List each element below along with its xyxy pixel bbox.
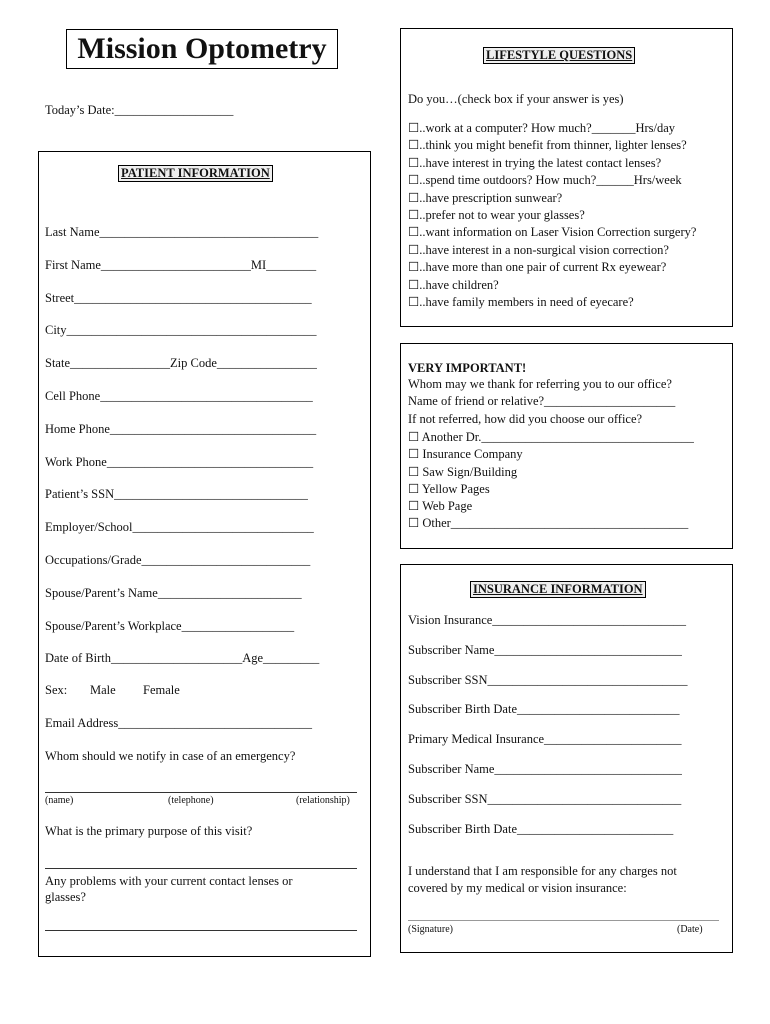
referral-line[interactable]: ☐ Other______________________________________ (408, 516, 689, 531)
lifestyle-checkbox-item[interactable]: ☐..have interest in trying the latest contact lenses? (408, 155, 662, 170)
referral-line[interactable]: ☐ Another Dr.__________________________________ (408, 429, 694, 444)
sex-male-option[interactable]: Male (90, 683, 116, 697)
insurance-field[interactable]: Subscriber Name______________________________ (408, 762, 682, 776)
todays-date-field[interactable]: Today’s Date:___________________ (45, 103, 234, 117)
referral-line[interactable]: Whom may we thank for referring you to our office? (408, 377, 672, 391)
patient-field[interactable]: Cell Phone__________________________________ (45, 389, 313, 403)
patient-field[interactable]: Spouse/Parent’s Workplace__________________ (45, 618, 295, 633)
patient-field[interactable]: State________________Zip Code________________ (45, 356, 317, 371)
visit-purpose-line[interactable] (45, 868, 357, 869)
email-field[interactable]: Email Address_______________________________ (45, 716, 313, 730)
patient-field[interactable]: Spouse/Parent’s Name_______________________ (45, 585, 302, 600)
page-title: Mission Optometry (66, 29, 338, 69)
lifestyle-checkbox-item[interactable]: ☐..prefer not to wear your glasses? (408, 208, 585, 222)
patient-field[interactable]: Work Phone_________________________________ (45, 454, 314, 469)
sex-label: Sex: (45, 683, 68, 697)
signature-label: (Signature) (408, 924, 453, 935)
insurance-field[interactable]: Subscriber Name______________________________ (408, 642, 682, 657)
patient-field[interactable]: Last Name___________________________________ (45, 225, 319, 239)
emergency-contact-line[interactable] (45, 792, 357, 793)
referral-line[interactable]: ☐ Web Page (408, 499, 473, 514)
date-label: (Date) (677, 924, 703, 935)
emergency-relationship-label: (relationship) (296, 795, 350, 806)
insurance-field[interactable]: Subscriber Birth Date__________________________ (408, 702, 680, 717)
patient-field[interactable]: Home Phone_________________________________ (45, 421, 317, 436)
lifestyle-intro: Do you…(check box if your answer is yes) (408, 92, 624, 106)
insurance-field[interactable]: Subscriber SSN________________________________ (408, 672, 688, 687)
insurance-field[interactable]: Vision Insurance_______________________________ (408, 613, 687, 627)
emergency-question: Whom should we notify in case of an emergency? (45, 749, 296, 763)
insurance-field[interactable]: Primary Medical Insurance______________________ (408, 732, 682, 747)
emergency-telephone-label: (telephone) (168, 795, 214, 806)
referral-line[interactable]: Name of friend or relative?_____________________ (408, 394, 676, 409)
patient-information-header: PATIENT INFORMATION (118, 165, 273, 182)
patient-field[interactable]: Employer/School_____________________________ (45, 520, 314, 535)
lifestyle-checkbox-item[interactable]: ☐..have prescription sunwear? (408, 190, 563, 205)
patient-field[interactable]: Date of Birth_____________________Age_________ (45, 651, 320, 666)
patient-field[interactable]: Patient’s SSN_______________________________ (45, 487, 308, 502)
lifestyle-checkbox-item[interactable]: ☐..work at a computer? How much?_______Hrs/day (408, 121, 676, 135)
emergency-name-label: (name) (45, 795, 74, 806)
referral-line[interactable]: ☐ Saw Sign/Building (408, 464, 518, 479)
problems-question-line1: Any problems with your current contact lenses or (45, 874, 293, 888)
referral-line[interactable]: ☐ Insurance Company (408, 447, 523, 462)
lifestyle-checkbox-item[interactable]: ☐..have interest in a non-surgical vision correction? (408, 242, 669, 257)
insurance-information-header: INSURANCE INFORMATION (470, 581, 646, 598)
patient-field[interactable]: Street______________________________________ (45, 290, 312, 305)
referral-title: VERY IMPORTANT! (408, 361, 527, 375)
patient-field[interactable]: First Name________________________MI________ (45, 257, 317, 272)
patient-field[interactable]: Occupations/Grade___________________________ (45, 553, 311, 567)
insurance-field[interactable]: Subscriber Birth Date_________________________ (408, 821, 674, 836)
lifestyle-checkbox-item[interactable]: ☐..have family members in need of eyecare? (408, 295, 634, 309)
lifestyle-checkbox-item[interactable]: ☐..have more than one pair of current Rx eyewear? (408, 260, 667, 275)
sex-female-option[interactable]: Female (143, 683, 180, 697)
lifestyle-checkbox-item[interactable]: ☐..spend time outdoors? How much?______Hrs/week (408, 173, 682, 188)
patient-field[interactable]: City________________________________________ (45, 323, 317, 338)
visit-purpose-question: What is the primary purpose of this visit? (45, 824, 253, 838)
referral-line[interactable]: ☐ Yellow Pages (408, 481, 490, 496)
responsibility-statement-line1: I understand that I am responsible for any charges not (408, 864, 677, 878)
lifestyle-questions-header: LIFESTYLE QUESTIONS (483, 47, 635, 64)
referral-line[interactable]: If not referred, how did you choose our office? (408, 411, 643, 426)
lifestyle-checkbox-item[interactable]: ☐..think you might benefit from thinner, lighter lenses? (408, 138, 687, 153)
signature-line[interactable] (408, 920, 719, 921)
responsibility-statement-line2: covered by my medical or vision insurance: (408, 881, 627, 895)
lifestyle-checkbox-item[interactable]: ☐..have children? (408, 277, 499, 292)
problems-answer-line[interactable] (45, 930, 357, 931)
problems-question-line2: glasses? (45, 890, 86, 904)
insurance-field[interactable]: Subscriber SSN_______________________________ (408, 791, 682, 806)
lifestyle-checkbox-item[interactable]: ☐..want information on Laser Vision Correction surgery? (408, 225, 697, 240)
